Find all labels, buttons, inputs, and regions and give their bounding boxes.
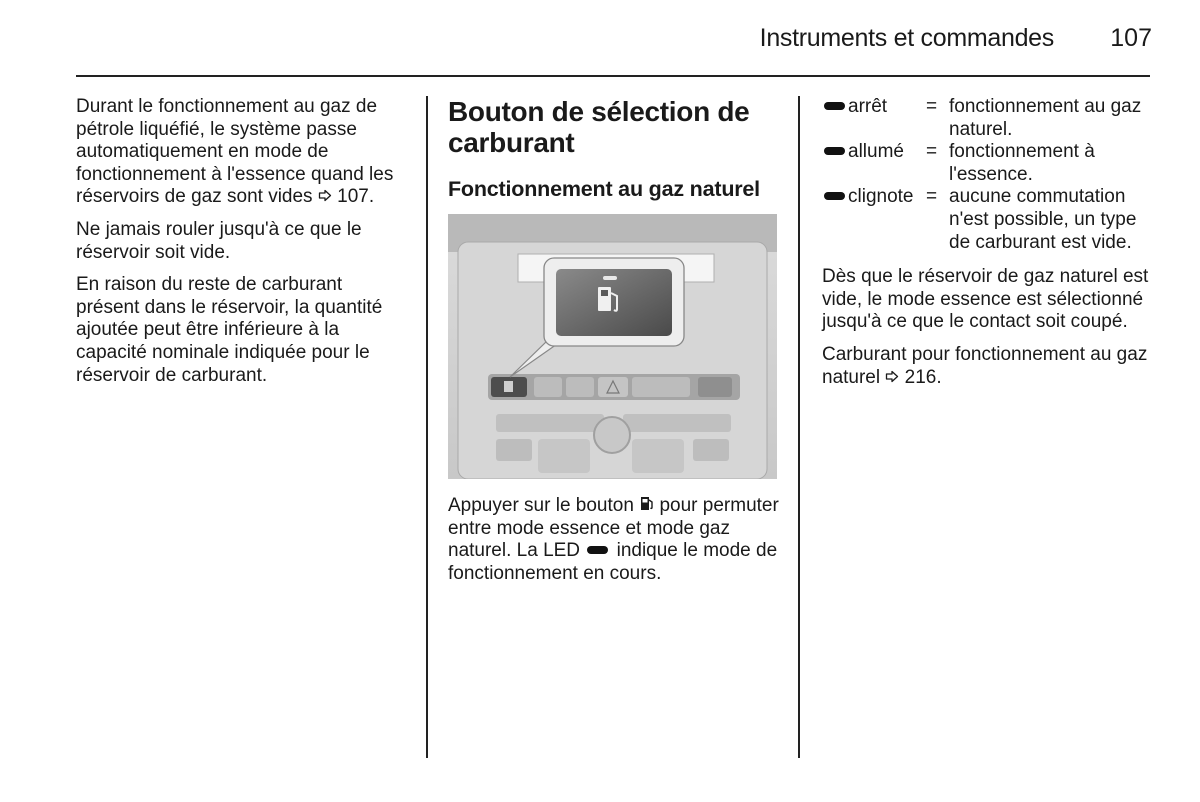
paragraph-fuel-reference: Carburant pour fonctionnement au gaz naturel 216. <box>822 343 1148 388</box>
page-header-title: Instruments et commandes <box>759 24 1054 52</box>
column-middle <box>448 96 780 595</box>
led-state-description: aucune commutation n'est possible, un type de carburant est vide. <box>949 186 1137 253</box>
page-number: 107 <box>1110 24 1152 52</box>
paragraph-lpg-switch: Durant le fonctionnement au gaz de pétrole liquéfié, le système passe automatiquement en mode de fonctionnement à l'essence quand les réservoirs de gaz sont vides 107. <box>76 96 394 208</box>
equals-sign: = <box>926 96 938 117</box>
led-state-description: fonctionnement à l'essence. <box>949 141 1095 185</box>
led-state-description: fonctionnement au gaz naturel. <box>949 96 1142 140</box>
led-indicator-icon <box>824 192 845 200</box>
column-right <box>822 96 1154 399</box>
led-indicator-icon <box>587 546 608 554</box>
equals-sign: = <box>926 186 938 208</box>
fuel-pump-icon <box>639 495 654 511</box>
table-row <box>822 96 1149 141</box>
section-title: Bouton de sélection de carburant <box>448 96 750 158</box>
led-indicator-icon <box>824 147 845 155</box>
paragraph-never-empty: Ne jamais rouler jusqu'à ce que le réservoir soit vide. <box>76 218 362 263</box>
arrow-right-icon <box>885 370 899 383</box>
paragraph-remaining-fuel: En raison du reste de carburant présent dans le réservoir, la quantité ajoutée peut être inférieure à la capacité nominale indiquée pour le réservoir de carburant. <box>76 274 383 386</box>
paragraph-gas-empty: Dès que le réservoir de gaz naturel est vide, le mode essence est sélectionné jusqu'à ce que le contact soit coupé. <box>822 266 1149 333</box>
dashboard-illustration <box>448 214 777 479</box>
section-subtitle: Fonctionnement au gaz naturel <box>448 177 760 201</box>
caption-paragraph: Appuyer sur le bouton pour permuter entre mode essence et mode gaz naturel. La LED indique le mode de fonctionnement en cours. <box>448 495 779 584</box>
column-divider-2 <box>798 96 800 758</box>
column-divider-1 <box>426 96 428 758</box>
led-indicator-icon <box>824 102 845 110</box>
arrow-right-icon <box>318 189 332 202</box>
led-state-table <box>822 96 1149 254</box>
column-left <box>76 96 406 397</box>
header-rule <box>76 75 1150 77</box>
led-state-label: allumé <box>848 141 904 163</box>
table-row <box>822 186 1149 254</box>
led-state-label: arrêt <box>848 96 888 117</box>
equals-sign: = <box>926 141 938 163</box>
led-state-label: clignote <box>848 186 914 208</box>
table-row <box>822 141 1149 186</box>
